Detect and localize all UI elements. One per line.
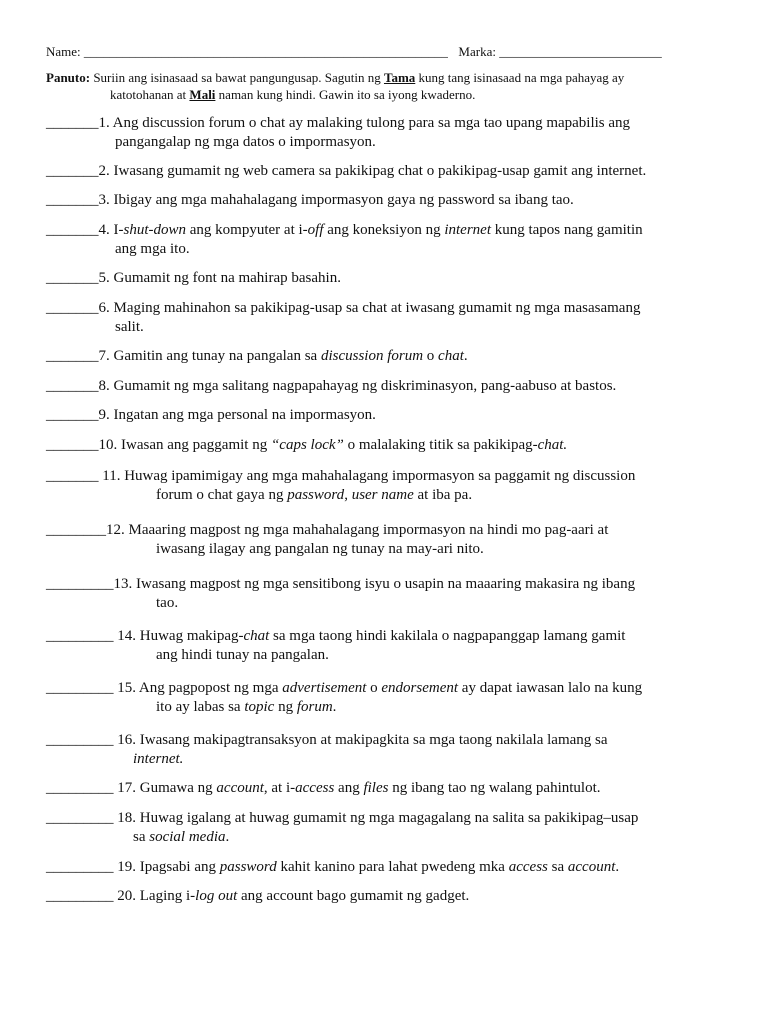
answer-blank: _______ bbox=[46, 407, 99, 423]
question-text: ang kompyuter at i- bbox=[186, 222, 308, 238]
question-18 bbox=[46, 809, 736, 847]
question-text: Ibigay ang mga mahahalagang impormasyon gaya ng password sa ibang tao. bbox=[109, 192, 574, 208]
question-text: Iwasang gumamit ng web camera sa pakikipag chat o pakikipag-usap gamit ang internet. bbox=[109, 163, 647, 179]
question-text: I- bbox=[109, 222, 124, 238]
question-term: chat bbox=[438, 348, 464, 364]
question-number: 19. bbox=[113, 859, 136, 875]
question-term: files bbox=[363, 780, 389, 796]
question-number: 17. bbox=[113, 780, 136, 796]
answer-blank: _______ bbox=[46, 348, 99, 364]
answer-blank: _______ bbox=[46, 163, 99, 179]
question-text: Gamitin ang tunay na pangalan sa bbox=[109, 348, 321, 364]
question-number: 16. bbox=[113, 732, 136, 748]
name-blank: ________________________________________________________ bbox=[83, 44, 448, 59]
question-text-cont: , bbox=[344, 487, 352, 503]
answer-blank: _________ bbox=[46, 628, 114, 644]
question-4 bbox=[46, 221, 736, 259]
instructions-text-1: Suriin ang isinasaad sa bawat pangungusap. Sagutin ng bbox=[90, 70, 384, 85]
question-number: 11. bbox=[98, 468, 121, 484]
question-number: 15. bbox=[113, 680, 136, 696]
question-12 bbox=[46, 521, 736, 559]
question-term: shut-down bbox=[123, 222, 187, 238]
question-text: Iwasang makipagtransaksyon at makipagkita sa mga taong nakilala lamang sa bbox=[136, 732, 608, 748]
question-text: Ipagsabi ang bbox=[136, 859, 220, 875]
question-term: discussion forum bbox=[320, 348, 424, 364]
question-number: 4. bbox=[98, 222, 110, 238]
mali-keyword: Mali bbox=[189, 87, 216, 102]
question-number: 13. bbox=[113, 576, 133, 592]
question-number: 5. bbox=[98, 270, 110, 286]
question-1 bbox=[46, 114, 736, 152]
tama-keyword: Tama bbox=[383, 70, 416, 85]
question-2 bbox=[46, 162, 736, 181]
question-text-cont: iwasang ilagay ang pangalan ng tunay na may-ari nito. bbox=[156, 541, 484, 557]
question-term: account bbox=[216, 780, 264, 796]
question-text: Huwag ipamimigay ang mga mahahalagang impormasyon sa paggamit ng discussion bbox=[120, 468, 636, 484]
question-number: 10. bbox=[98, 437, 118, 453]
question-text-cont: ang hindi tunay na pangalan. bbox=[156, 647, 329, 663]
question-number: 12. bbox=[106, 522, 125, 538]
answer-blank: _________ bbox=[46, 810, 114, 826]
question-number: 3. bbox=[98, 192, 110, 208]
question-10 bbox=[46, 436, 736, 455]
answer-blank: _________ bbox=[46, 859, 114, 875]
question-term: internet. bbox=[133, 751, 184, 767]
question-text-cont: forum o chat gaya ng bbox=[156, 487, 288, 503]
question-text: ang account bago gumamit ng gadget. bbox=[237, 888, 470, 904]
question-term: internet bbox=[444, 222, 491, 238]
question-text: Gumamit ng font na mahirap basahin. bbox=[109, 270, 341, 286]
question-20 bbox=[46, 887, 736, 906]
answer-blank: _______ bbox=[46, 192, 99, 208]
instructions-text-4: naman kung hindi. Gawin ito sa iyong kwaderno. bbox=[215, 87, 476, 102]
question-text: sa bbox=[547, 859, 568, 875]
instructions bbox=[46, 69, 726, 103]
question-text-cont: ng bbox=[274, 699, 297, 715]
answer-blank: _______ bbox=[46, 115, 99, 131]
question-term: off bbox=[307, 222, 324, 238]
question-term: password bbox=[219, 859, 277, 875]
answer-blank: _______ bbox=[46, 378, 99, 394]
instructions-label: Panuto: bbox=[46, 70, 91, 85]
question-term: log out bbox=[195, 888, 238, 904]
question-15 bbox=[46, 679, 736, 717]
question-text: Maging mahinahon sa pakikipag-usap sa chat at iwasang gumamit ng mga masasamang bbox=[109, 300, 641, 316]
answer-blank: _________ bbox=[46, 680, 114, 696]
question-text-cont: pangangalap ng mga datos o impormasyon. bbox=[115, 134, 376, 150]
question-term: chat bbox=[243, 628, 270, 644]
score-blank: _________________________ bbox=[499, 44, 662, 59]
question-term: chat. bbox=[537, 437, 568, 453]
question-term: access bbox=[508, 859, 548, 875]
instructions-text-3: katotohanan at bbox=[110, 87, 190, 102]
question-text-cont: ang mga ito. bbox=[115, 241, 190, 257]
question-text: Ang pagpopost ng mga bbox=[136, 680, 283, 696]
question-number: 1. bbox=[98, 115, 110, 131]
question-term: “caps lock” bbox=[270, 437, 344, 453]
answer-blank: ________ bbox=[46, 522, 106, 538]
question-text: Iwasang magpost ng mga sensitibong isyu o usapin na maaaring makasira ng ibang bbox=[132, 576, 636, 592]
question-term: endorsement bbox=[381, 680, 459, 696]
question-text: ang bbox=[334, 780, 364, 796]
question-text-cont: . bbox=[225, 829, 230, 845]
question-term: topic bbox=[244, 699, 275, 715]
question-8 bbox=[46, 377, 736, 396]
question-7 bbox=[46, 347, 736, 366]
score-label: Marka: bbox=[458, 44, 496, 59]
question-text: Huwag makipag- bbox=[136, 628, 244, 644]
question-text: ang koneksiyon ng bbox=[323, 222, 445, 238]
question-text: Gumamit ng mga salitang nagpapahayag ng diskriminasyon, pang-aabuso at bastos. bbox=[109, 378, 617, 394]
answer-blank: _________ bbox=[46, 576, 114, 592]
answer-blank: _________ bbox=[46, 888, 114, 904]
question-term: access bbox=[295, 780, 335, 796]
question-text: , at i- bbox=[263, 780, 296, 796]
question-text: Laging i- bbox=[136, 888, 196, 904]
question-text: Maaaring magpost ng mga mahahalagang impormasyon na hindi mo pag-aari at bbox=[124, 522, 609, 538]
answer-blank: _______ bbox=[46, 300, 99, 316]
question-text: kahit kanino para lahat pwedeng mka bbox=[276, 859, 509, 875]
question-term: user name bbox=[351, 487, 414, 503]
name-label: Name: bbox=[46, 44, 81, 59]
question-5 bbox=[46, 269, 736, 288]
question-13 bbox=[46, 575, 736, 613]
question-text-cont: . bbox=[332, 699, 337, 715]
question-17 bbox=[46, 779, 736, 798]
question-number: 6. bbox=[98, 300, 110, 316]
question-text-cont: salit. bbox=[115, 319, 144, 335]
question-term: forum bbox=[296, 699, 333, 715]
instructions-text-2: kung tang isinasaad na mga pahayag ay bbox=[415, 70, 625, 85]
question-number: 2. bbox=[98, 163, 110, 179]
header-line bbox=[46, 44, 662, 60]
answer-blank: _______ bbox=[46, 468, 99, 484]
question-text: ay dapat iawasan lalo na kung bbox=[458, 680, 643, 696]
question-number: 7. bbox=[98, 348, 110, 364]
question-text-cont: tao. bbox=[156, 595, 179, 611]
question-14 bbox=[46, 627, 736, 665]
question-text: ng ibang tao ng walang pahintulot. bbox=[388, 780, 601, 796]
question-text-cont: sa bbox=[133, 829, 150, 845]
question-term: social media bbox=[149, 829, 226, 845]
question-text: o bbox=[423, 348, 439, 364]
question-term: account bbox=[567, 859, 616, 875]
question-term: password bbox=[287, 487, 345, 503]
question-text: Gumawa ng bbox=[136, 780, 217, 796]
question-text: sa mga taong hindi kakilala o nagpapanggap lamang gamit bbox=[269, 628, 626, 644]
question-16 bbox=[46, 731, 736, 769]
question-term: advertisement bbox=[282, 680, 367, 696]
answer-blank: _______ bbox=[46, 437, 99, 453]
question-3 bbox=[46, 191, 736, 210]
question-number: 18. bbox=[113, 810, 136, 826]
question-number: 8. bbox=[98, 378, 110, 394]
question-text: . bbox=[463, 348, 468, 364]
question-number: 20. bbox=[113, 888, 136, 904]
question-19 bbox=[46, 858, 736, 877]
question-9 bbox=[46, 406, 736, 425]
question-11 bbox=[46, 467, 736, 505]
question-text-cont: ito ay labas sa bbox=[156, 699, 245, 715]
question-text: Ang discussion forum o chat ay malaking tulong para sa mga tao upang mapabilis ang bbox=[109, 115, 631, 131]
answer-blank: _________ bbox=[46, 780, 114, 796]
question-text: Huwag igalang at huwag gumamit ng mga magagalang na salita sa pakikipag–usap bbox=[136, 810, 639, 826]
answer-blank: _________ bbox=[46, 732, 114, 748]
question-6 bbox=[46, 299, 736, 337]
question-number: 9. bbox=[98, 407, 110, 423]
question-text: o malalaking titik sa pakikipag- bbox=[343, 437, 538, 453]
question-text: kung tapos nang gamitin bbox=[490, 222, 643, 238]
question-text: Ingatan ang mga personal na impormasyon. bbox=[109, 407, 376, 423]
question-text-cont: at iba pa. bbox=[413, 487, 473, 503]
question-text: . bbox=[615, 859, 620, 875]
answer-blank: _______ bbox=[46, 222, 99, 238]
question-text: Iwasan ang paggamit ng bbox=[117, 437, 271, 453]
question-text: o bbox=[366, 680, 382, 696]
answer-blank: _______ bbox=[46, 270, 99, 286]
question-number: 14. bbox=[113, 628, 136, 644]
